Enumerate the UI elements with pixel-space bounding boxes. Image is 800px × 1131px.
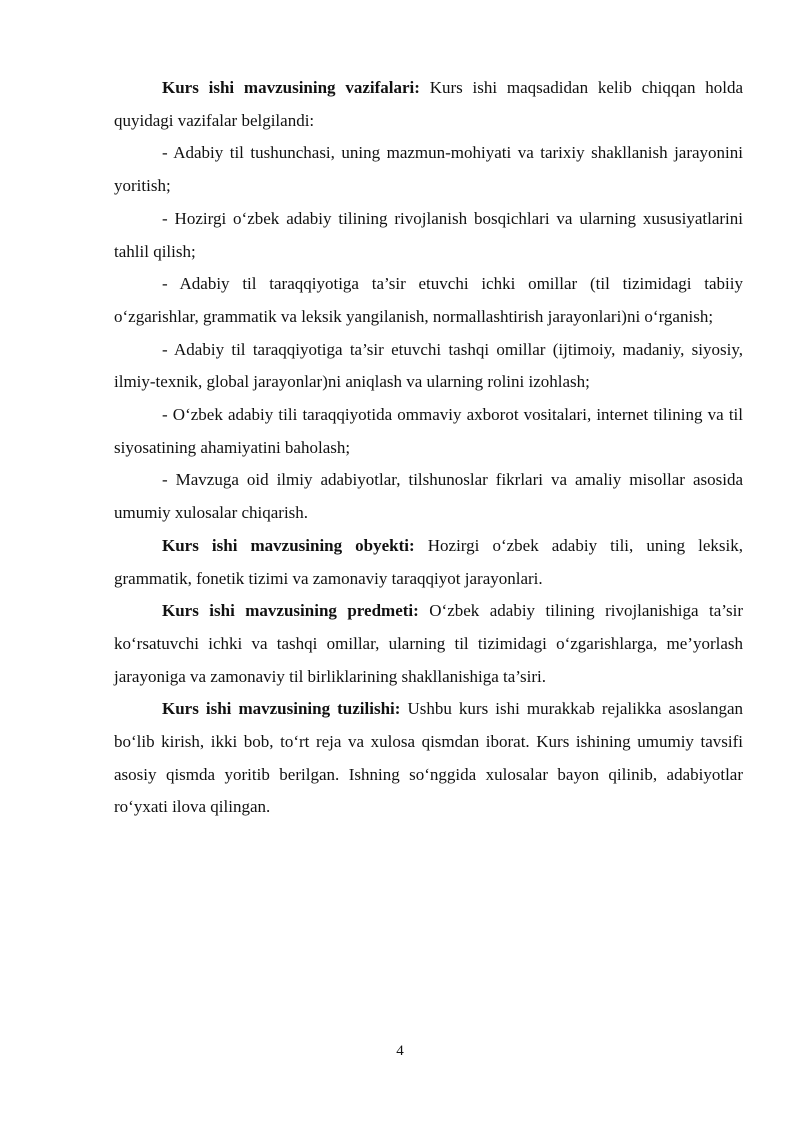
heading-predmet: Kurs ishi mavzusining predmeti: <box>162 601 419 621</box>
task-item-1: - Adabiy til tushunchasi, uning mazmun-mohiyati va tarixiy shakllanish jarayonini yoritish; <box>114 143 743 196</box>
heading-vazifalar: Kurs ishi mavzusining vazifalari: <box>162 78 420 97</box>
text-obyekt: Hozirgi o‘zbek adabiy tili, uning leksik, grammatik, fonetik tizimi va zamonaviy taraqqiyot jarayonlari. <box>114 535 743 588</box>
task-item-5: - O‘zbek adabiy tili taraqqiyotida ommaviy axborot vositalari, internet tilining va til siyosatining ahamiyatini baholash; <box>114 405 743 457</box>
heading-tuzilish: Kurs ishi mavzusining tuzilishi: <box>162 699 401 719</box>
task-item-2: - Hozirgi o‘zbek adabiy tilining rivojlanish bosqichlari va ularning xususiyatlarini tahlil qilish; <box>114 208 743 261</box>
paragraph-predmet <box>114 595 743 693</box>
heading-obyekt: Kurs ishi mavzusining obyekti: <box>162 535 415 555</box>
text-predmet: O‘zbek adabiy tilining rivojlanishiga ta’sir ko‘rsatuvchi ichki va tashqi omillar, ularning til tizimidagi o‘zgarishlarga, me’yorlash jarayoniga va zamonaviy til birliklarining shakllanishiga ta’siri. <box>114 601 743 686</box>
paragraph-vazifalar <box>114 72 743 137</box>
text-vazifalar: Kurs ishi maqsadidan kelib chiqqan holda quyidagi vazifalar belgilandi: <box>114 78 743 130</box>
task-item-3: - Adabiy til taraqqiyotiga ta’sir etuvchi ichki omillar (til tizimidagi tabiiy o‘zgarishlar, grammatik va leksik yangilanish, normallashtirish jarayonlari)ni o‘rganish; <box>114 274 743 326</box>
paragraph-tuzilish <box>114 693 743 824</box>
paragraph-obyekt <box>114 530 743 595</box>
task-item-4: - Adabiy til taraqqiyotiga ta’sir etuvchi tashqi omillar (ijtimoiy, madaniy, siyosiy, ilmiy-texnik, global jarayonlar)ni aniqlash va ularning rolini izohlash; <box>114 339 743 392</box>
text-tuzilish: Ushbu kurs ishi murakkab rejalikka asoslangan bo‘lib kirish, ikki bob, to‘rt reja va xulosa qismdan iborat. Kurs ishining umumiy tavsifi asosiy qismda yoritib berilgan. Ishning so‘nggida xulosalar bayon qilinib, adabiyotlar ro‘yxati ilova qilingan. <box>114 699 744 817</box>
page-number: 4 <box>396 1043 404 1059</box>
task-item-6: - Mavzuga oid ilmiy adabiyotlar, tilshunoslar fikrlari va amaliy misollar asosida umumiy xulosalar chiqarish. <box>114 470 743 523</box>
